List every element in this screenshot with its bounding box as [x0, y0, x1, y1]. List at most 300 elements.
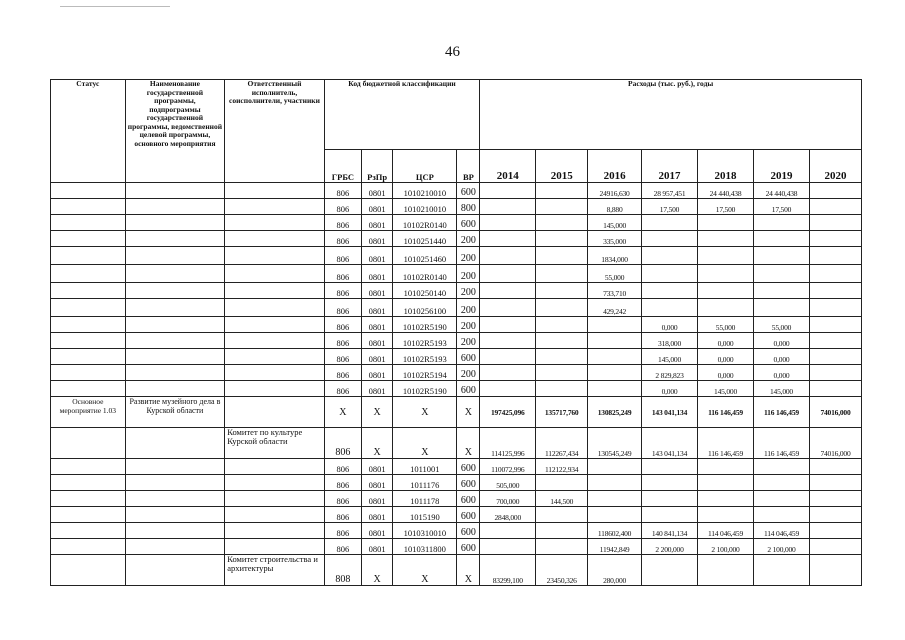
cell-name — [125, 539, 225, 555]
cell-vr: 200 — [457, 365, 480, 381]
cell-rzpr: 0801 — [362, 283, 393, 299]
cell-executor — [225, 183, 325, 199]
cell-2020 — [809, 199, 861, 215]
cell-2014: 110072,996 — [480, 459, 536, 475]
cell-2019 — [754, 459, 810, 475]
cell-rzpr: 0801 — [362, 299, 393, 317]
cell-csr: 10102R0140 — [393, 215, 457, 231]
cell-2017 — [642, 555, 698, 586]
cell-grbs: X — [324, 397, 361, 428]
cell-status — [51, 265, 126, 283]
table-row — [51, 215, 862, 231]
header-name: Наименование государственной программы, подпрограммы государственной программы, ведомственной целевой программы, основного мероприятия — [125, 80, 225, 183]
cell-2016: 145,000 — [588, 215, 642, 231]
cell-2018: 2 100,000 — [698, 539, 754, 555]
cell-rzpr: X — [362, 428, 393, 459]
cell-grbs: 806 — [324, 428, 361, 459]
cell-2020 — [809, 523, 861, 539]
header-rzpr: РзПр — [362, 150, 393, 183]
cell-executor — [225, 231, 325, 247]
cell-name — [125, 491, 225, 507]
cell-2020 — [809, 299, 861, 317]
cell-csr: 10102R5194 — [393, 365, 457, 381]
cell-vr: 600 — [457, 491, 480, 507]
cell-status — [51, 381, 126, 397]
cell-status — [51, 507, 126, 523]
cell-2017: 143 041,134 — [642, 428, 698, 459]
cell-name — [125, 365, 225, 381]
cell-name — [125, 199, 225, 215]
cell-grbs: 806 — [324, 183, 361, 199]
cell-2017 — [642, 231, 698, 247]
cell-2019 — [754, 247, 810, 265]
cell-2020 — [809, 491, 861, 507]
cell-2015 — [536, 199, 588, 215]
cell-2017 — [642, 491, 698, 507]
cell-rzpr: 0801 — [362, 507, 393, 523]
cell-name — [125, 459, 225, 475]
cell-rzpr: 0801 — [362, 491, 393, 507]
cell-2018: 145,000 — [698, 381, 754, 397]
cell-2019: 145,000 — [754, 381, 810, 397]
cell-name — [125, 283, 225, 299]
table-row — [51, 459, 862, 475]
cell-2019: 2 100,000 — [754, 539, 810, 555]
cell-vr: 600 — [457, 183, 480, 199]
cell-executor — [225, 507, 325, 523]
cell-grbs: 806 — [324, 247, 361, 265]
cell-executor: Комитет по культуре Курской области — [225, 428, 325, 459]
cell-grbs: 806 — [324, 199, 361, 215]
cell-status — [51, 299, 126, 317]
cell-2014 — [480, 349, 536, 365]
cell-csr: 1011176 — [393, 475, 457, 491]
cell-csr: 10102R5190 — [393, 317, 457, 333]
cell-2016: 130825,249 — [588, 397, 642, 428]
cell-status — [51, 333, 126, 349]
cell-2016 — [588, 491, 642, 507]
cell-executor — [225, 523, 325, 539]
cell-executor — [225, 283, 325, 299]
cell-vr: 200 — [457, 247, 480, 265]
cell-executor — [225, 381, 325, 397]
cell-2017: 143 041,134 — [642, 397, 698, 428]
cell-2019: 17,500 — [754, 199, 810, 215]
cell-rzpr: 0801 — [362, 215, 393, 231]
cell-2014: 114125,996 — [480, 428, 536, 459]
cell-2018 — [698, 231, 754, 247]
cell-2015 — [536, 333, 588, 349]
cell-status — [51, 555, 126, 586]
cell-2019 — [754, 491, 810, 507]
cell-executor: Комитет строительства и архитектуры — [225, 555, 325, 586]
cell-status — [51, 317, 126, 333]
cell-2015: 112122,934 — [536, 459, 588, 475]
cell-csr: 10102R0140 — [393, 265, 457, 283]
cell-2018 — [698, 475, 754, 491]
cell-2017 — [642, 459, 698, 475]
cell-rzpr: 0801 — [362, 231, 393, 247]
cell-2014 — [480, 283, 536, 299]
cell-grbs: 806 — [324, 381, 361, 397]
cell-status — [51, 539, 126, 555]
cell-2014: 197425,096 — [480, 397, 536, 428]
header-csr: ЦСР — [393, 150, 457, 183]
cell-grbs: 806 — [324, 317, 361, 333]
cell-vr: 600 — [457, 475, 480, 491]
header-year-2018: 2018 — [698, 150, 754, 183]
cell-2014 — [480, 381, 536, 397]
table-row — [51, 428, 862, 459]
cell-status — [51, 215, 126, 231]
cell-2014: 83299,100 — [480, 555, 536, 586]
cell-2020 — [809, 183, 861, 199]
cell-2018 — [698, 215, 754, 231]
cell-2014 — [480, 299, 536, 317]
table-body — [51, 183, 862, 586]
scan-top-mark — [60, 6, 170, 7]
cell-rzpr: 0801 — [362, 475, 393, 491]
cell-grbs: 806 — [324, 523, 361, 539]
cell-2016: 11942,849 — [588, 539, 642, 555]
cell-csr: 1010251440 — [393, 231, 457, 247]
cell-vr: 600 — [457, 459, 480, 475]
cell-executor — [225, 365, 325, 381]
cell-2020 — [809, 317, 861, 333]
cell-status — [51, 231, 126, 247]
cell-name — [125, 475, 225, 491]
cell-2015: 144,500 — [536, 491, 588, 507]
cell-2019: 0,000 — [754, 333, 810, 349]
cell-2015 — [536, 523, 588, 539]
cell-2016: 8,880 — [588, 199, 642, 215]
cell-rzpr: 0801 — [362, 459, 393, 475]
cell-2020 — [809, 265, 861, 283]
cell-2017 — [642, 299, 698, 317]
cell-2014: 2848,000 — [480, 507, 536, 523]
cell-csr: 1010310010 — [393, 523, 457, 539]
cell-rzpr: 0801 — [362, 365, 393, 381]
header-year-2015: 2015 — [536, 150, 588, 183]
cell-2015 — [536, 365, 588, 381]
cell-2017: 28 957,451 — [642, 183, 698, 199]
cell-2017: 2 200,000 — [642, 539, 698, 555]
cell-2017 — [642, 247, 698, 265]
cell-vr: 600 — [457, 215, 480, 231]
cell-name — [125, 333, 225, 349]
cell-2017: 318,000 — [642, 333, 698, 349]
cell-name — [125, 231, 225, 247]
cell-2015 — [536, 507, 588, 523]
cell-rzpr: 0801 — [362, 199, 393, 215]
cell-2017: 0,000 — [642, 381, 698, 397]
cell-executor — [225, 539, 325, 555]
cell-2016: 24916,630 — [588, 183, 642, 199]
cell-2015: 135717,760 — [536, 397, 588, 428]
cell-2020 — [809, 215, 861, 231]
cell-vr: 200 — [457, 231, 480, 247]
cell-vr: 600 — [457, 539, 480, 555]
cell-2015 — [536, 299, 588, 317]
cell-csr: 1010210010 — [393, 199, 457, 215]
cell-2020 — [809, 349, 861, 365]
cell-2018: 114 046,459 — [698, 523, 754, 539]
cell-grbs: 808 — [324, 555, 361, 586]
cell-csr: 1010311800 — [393, 539, 457, 555]
cell-2020 — [809, 247, 861, 265]
cell-2018 — [698, 283, 754, 299]
table-row — [51, 231, 862, 247]
cell-2017: 145,000 — [642, 349, 698, 365]
header-year-2014: 2014 — [480, 150, 536, 183]
cell-grbs: 806 — [324, 299, 361, 317]
cell-grbs: 806 — [324, 265, 361, 283]
header-vr: ВР — [457, 150, 480, 183]
cell-executor — [225, 333, 325, 349]
cell-grbs: 806 — [324, 231, 361, 247]
cell-grbs: 806 — [324, 475, 361, 491]
cell-name — [125, 317, 225, 333]
cell-2019: 114 046,459 — [754, 523, 810, 539]
cell-name — [125, 555, 225, 586]
cell-name — [125, 183, 225, 199]
cell-executor — [225, 349, 325, 365]
header-expenses: Расходы (тыс. руб.), годы — [480, 80, 862, 150]
cell-executor — [225, 299, 325, 317]
cell-rzpr: X — [362, 397, 393, 428]
cell-2016 — [588, 459, 642, 475]
cell-2015 — [536, 381, 588, 397]
cell-rzpr: 0801 — [362, 317, 393, 333]
cell-2020 — [809, 507, 861, 523]
table-row — [51, 397, 862, 428]
cell-2020 — [809, 231, 861, 247]
cell-2019 — [754, 231, 810, 247]
cell-2018 — [698, 265, 754, 283]
cell-2018 — [698, 491, 754, 507]
cell-2018: 55,000 — [698, 317, 754, 333]
header-year-2016: 2016 — [588, 150, 642, 183]
cell-executor — [225, 215, 325, 231]
cell-executor — [225, 491, 325, 507]
cell-status — [51, 365, 126, 381]
cell-vr: 200 — [457, 317, 480, 333]
cell-2019: 55,000 — [754, 317, 810, 333]
cell-2016 — [588, 381, 642, 397]
cell-2014: 505,000 — [480, 475, 536, 491]
cell-2016: 1834,000 — [588, 247, 642, 265]
cell-2019: 0,000 — [754, 365, 810, 381]
cell-2019 — [754, 265, 810, 283]
cell-status — [51, 428, 126, 459]
table-row — [51, 265, 862, 283]
cell-vr: 200 — [457, 299, 480, 317]
cell-grbs: 806 — [324, 349, 361, 365]
table-row — [51, 491, 862, 507]
cell-2019 — [754, 283, 810, 299]
cell-csr: 1010251460 — [393, 247, 457, 265]
cell-2014 — [480, 523, 536, 539]
cell-status — [51, 491, 126, 507]
cell-2016: 429,242 — [588, 299, 642, 317]
cell-2017 — [642, 215, 698, 231]
cell-vr: 200 — [457, 265, 480, 283]
cell-name — [125, 265, 225, 283]
cell-2018 — [698, 507, 754, 523]
cell-2016 — [588, 475, 642, 491]
cell-executor — [225, 459, 325, 475]
cell-rzpr: 0801 — [362, 265, 393, 283]
table-row — [51, 507, 862, 523]
cell-2015 — [536, 247, 588, 265]
cell-rzpr: 0801 — [362, 333, 393, 349]
cell-rzpr: 0801 — [362, 183, 393, 199]
cell-status — [51, 523, 126, 539]
table-row — [51, 317, 862, 333]
cell-2018 — [698, 459, 754, 475]
header-year-2017: 2017 — [642, 150, 698, 183]
table-row — [51, 539, 862, 555]
cell-executor — [225, 247, 325, 265]
cell-2020 — [809, 539, 861, 555]
cell-rzpr: 0801 — [362, 523, 393, 539]
cell-2017: 140 841,134 — [642, 523, 698, 539]
cell-2020: 74016,000 — [809, 397, 861, 428]
cell-grbs: 806 — [324, 459, 361, 475]
cell-vr: 600 — [457, 381, 480, 397]
cell-executor — [225, 397, 325, 428]
table-row — [51, 555, 862, 586]
cell-vr: 600 — [457, 507, 480, 523]
cell-2018 — [698, 247, 754, 265]
cell-csr: 1015190 — [393, 507, 457, 523]
cell-vr: X — [457, 428, 480, 459]
header-executor: Ответственный исполнитель, соисполнители, участники — [225, 80, 325, 183]
header-year-2019: 2019 — [754, 150, 810, 183]
cell-2017 — [642, 475, 698, 491]
cell-2014 — [480, 247, 536, 265]
cell-2015 — [536, 317, 588, 333]
cell-csr: X — [393, 397, 457, 428]
header-status: Статус — [51, 80, 126, 183]
cell-2016: 55,000 — [588, 265, 642, 283]
cell-2018: 0,000 — [698, 365, 754, 381]
cell-executor — [225, 265, 325, 283]
cell-2020 — [809, 381, 861, 397]
cell-2014 — [480, 333, 536, 349]
cell-2018: 0,000 — [698, 349, 754, 365]
table-row — [51, 183, 862, 199]
cell-csr: 1010256100 — [393, 299, 457, 317]
cell-status — [51, 475, 126, 491]
cell-executor — [225, 199, 325, 215]
cell-2018: 0,000 — [698, 333, 754, 349]
cell-2016 — [588, 365, 642, 381]
cell-2014 — [480, 183, 536, 199]
cell-2019: 0,000 — [754, 349, 810, 365]
cell-csr: 10102R5193 — [393, 333, 457, 349]
cell-2014 — [480, 265, 536, 283]
cell-2019: 24 440,438 — [754, 183, 810, 199]
cell-rzpr: 0801 — [362, 247, 393, 265]
cell-rzpr: 0801 — [362, 349, 393, 365]
cell-2015 — [536, 349, 588, 365]
cell-name — [125, 215, 225, 231]
cell-2016 — [588, 333, 642, 349]
cell-grbs: 806 — [324, 283, 361, 299]
cell-2017 — [642, 283, 698, 299]
cell-2018: 116 146,459 — [698, 428, 754, 459]
budget-table — [50, 79, 862, 586]
table-row — [51, 247, 862, 265]
cell-rzpr: X — [362, 555, 393, 586]
header-year-2020: 2020 — [809, 150, 861, 183]
cell-grbs: 806 — [324, 365, 361, 381]
cell-name — [125, 299, 225, 317]
cell-2015 — [536, 231, 588, 247]
table-row — [51, 381, 862, 397]
cell-executor — [225, 317, 325, 333]
page-number: 46 — [445, 44, 460, 60]
cell-status — [51, 459, 126, 475]
cell-2020 — [809, 555, 861, 586]
cell-vr: 200 — [457, 333, 480, 349]
cell-csr: 1010210010 — [393, 183, 457, 199]
cell-2018: 17,500 — [698, 199, 754, 215]
cell-2019 — [754, 215, 810, 231]
table-row — [51, 349, 862, 365]
cell-status — [51, 199, 126, 215]
cell-2014 — [480, 199, 536, 215]
cell-csr: 10102R5193 — [393, 349, 457, 365]
cell-2020: 74016,000 — [809, 428, 861, 459]
cell-status — [51, 247, 126, 265]
cell-2019: 116 146,459 — [754, 397, 810, 428]
cell-name — [125, 247, 225, 265]
table-row — [51, 365, 862, 381]
cell-grbs: 806 — [324, 215, 361, 231]
cell-2017 — [642, 265, 698, 283]
cell-2014 — [480, 231, 536, 247]
table-row — [51, 199, 862, 215]
cell-2020 — [809, 333, 861, 349]
cell-csr: 1011001 — [393, 459, 457, 475]
cell-2014 — [480, 317, 536, 333]
cell-2016 — [588, 507, 642, 523]
cell-2017: 0,000 — [642, 317, 698, 333]
table-row — [51, 523, 862, 539]
cell-vr: X — [457, 555, 480, 586]
cell-2016 — [588, 349, 642, 365]
cell-2014 — [480, 365, 536, 381]
cell-grbs: 806 — [324, 491, 361, 507]
cell-status — [51, 183, 126, 199]
cell-2018 — [698, 555, 754, 586]
cell-2019 — [754, 507, 810, 523]
cell-2015 — [536, 475, 588, 491]
cell-vr: X — [457, 397, 480, 428]
cell-2020 — [809, 459, 861, 475]
cell-name — [125, 381, 225, 397]
cell-2015 — [536, 215, 588, 231]
cell-2019: 116 146,459 — [754, 428, 810, 459]
cell-name — [125, 428, 225, 459]
cell-2015: 23450,326 — [536, 555, 588, 586]
header-budget-code: Код бюджетной классификации — [324, 80, 480, 150]
cell-2018 — [698, 299, 754, 317]
cell-2019 — [754, 475, 810, 491]
header-grbs: ГРБС — [324, 150, 361, 183]
